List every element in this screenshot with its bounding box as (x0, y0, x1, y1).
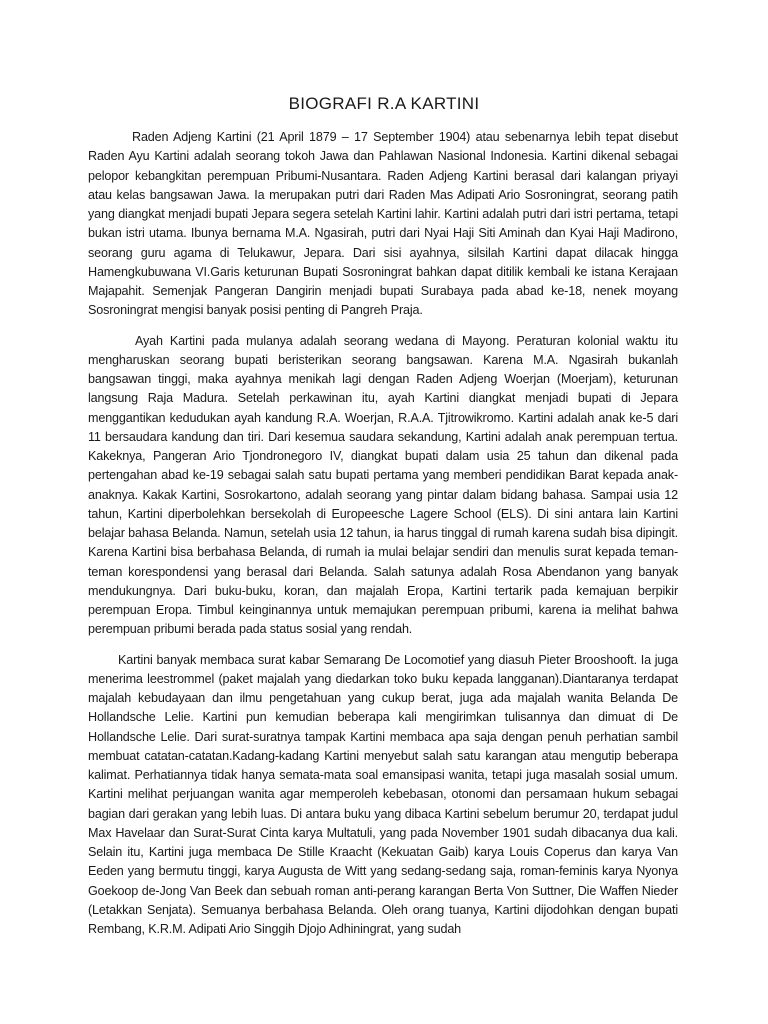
paragraph-3: Kartini banyak membaca surat kabar Semarang De Locomotief yang diasuh Pieter Brooshooft. Ia juga menerima leestrommel (paket majalah yang diedarkan toko buku kepada langganan).Diantaranya terdapat majalah kebudayaan dan ilmu pengetahuan yang cukup berat, juga ada majalah wanita Belanda De Hollandsche Lelie. Kartini pun kemudian beberapa kali mengirimkan tulisannya dan dimuat di De Hollandsche Lelie. Dari surat-suratnya tampak Kartini membaca apa saja dengan penuh perhatian sambil membuat catatan-catatan.Kadang-kadang Kartini menyebut salah satu karangan atau mengutip beberapa kalimat. Perhatiannya tidak hanya semata-mata soal emansipasi wanita, tetapi juga masalah sosial umum. Kartini melihat perjuangan wanita agar memperoleh kebebasan, otonomi dan persamaan hukum sebagai bagian dari gerakan yang lebih luas. Di antara buku yang dibaca Kartini sebelum berumur 20, terdapat judul Max Havelaar dan Surat-Surat Cinta karya Multatuli, yang pada November 1901 sudah dibacanya dua kali. Selain itu, Kartini juga membaca De Stille Kraacht (Kekuatan Gaib) karya Louis Coperus dan karya Van Eeden yang bermutu tinggi, karya Augusta de Witt yang sedang-sedang saja, roman-feminis karya Nyonya Goekoop de-Jong Van Beek dan sebuah roman anti-perang karangan Berta Von Suttner, Die Waffen Nieder (Letakkan Senjata). Semuanya berbahasa Belanda. Oleh orang tuanya, Kartini dijodohkan dengan bupati Rembang, K.R.M. Adipati Ario Singgih Djojo Adhiningrat, yang sudah (88, 652, 678, 936)
paragraph-2: Ayah Kartini pada mulanya adalah seorang wedana di Mayong. Peraturan kolonial waktu itu mengharuskan seorang bupati beristerikan seorang bangsawan. Karena M.A. Ngasirah bukanlah bangsawan tinggi, maka ayahnya menikah lagi dengan Raden Adjeng Woerjan (Moerjam), keturunan langsung Raja Madura. Setelah perkawinan itu, ayah Kartini diangkat menjadi bupati di Jepara menggantikan kedudukan ayah kandung R.A. Woerjan, R.A.A. Tjitrowikromo. Kartini adalah anak ke-5 dari 11 bersaudara kandung dan tiri. Dari kesemua saudara sekandung, Kartini adalah anak perempuan tertua. Kakeknya, Pangeran Ario Tjondronegoro IV, diangkat bupati dalam usia 25 tahun dan dikenal pada pertengahan abad ke-19 sebagai salah satu bupati pertama yang memberi pendidikan Barat kepada anak-anaknya. Kakak Kartini, Sosrokartono, adalah seorang yang pintar dalam bidang bahasa. Sampai usia 12 tahun, Kartini diperbolehkan bersekolah di Europeesche Lagere School (ELS). Di sini antara lain Kartini belajar bahasa Belanda. Namun, setelah usia 12 tahun, ia harus tinggal di rumah karena sudah bisa dipingit. Karena Kartini bisa berbahasa Belanda, di rumah ia mulai belajar sendiri dan menulis surat kepada teman-teman korespondensi yang berasal dari Belanda. Salah satunya adalah Rosa Abendanon yang banyak mendukungnya. Dari buku-buku, koran, dan majalah Eropa, Kartini tertarik pada kemajuan berpikir perempuan Eropa. Timbul keinginannya untuk memajukan perempuan pribumi, karena ia melihat bahwa perempuan pribumi berada pada status sosial yang rendah. (88, 333, 678, 637)
document-title: BIOGRAFI R.A KARTINI (288, 94, 480, 113)
document-body (88, 128, 678, 950)
paragraph-1: Raden Adjeng Kartini (21 April 1879 – 17 September 1904) atau sebenarnya lebih tepat disebut Raden Ayu Kartini adalah seorang tokoh Jawa dan Pahlawan Nasional Indonesia. Kartini dikenal sebagai pelopor kebangkitan perempuan Pribumi-Nusantara. Raden Adjeng Kartini berasal dari kalangan priyayi atau kelas bangsawan Jawa. Ia merupakan putri dari Raden Mas Adipati Ario Sosroningrat, seorang patih yang diangkat menjadi bupati Jepara segera setelah Kartini lahir. Kartini adalah putri dari istri pertama, tetapi bukan istri utama. Ibunya bernama M.A. Ngasirah, putri dari Nyai Haji Siti Aminah dan Kyai Haji Madirono, seorang guru agama di Telukawur, Jepara. Dari sisi ayahnya, silsilah Kartini dapat dilacak hingga Hamengkubuwana VI.Garis keturunan Bupati Sosroningrat bahkan dapat ditilik kembali ke istana Kerajaan Majapahit. Semenjak Pangeran Dangirin menjadi bupati Surabaya pada abad ke-18, nenek moyang Sosroningrat mengisi banyak posisi penting di Pangreh Praja. (88, 130, 678, 318)
